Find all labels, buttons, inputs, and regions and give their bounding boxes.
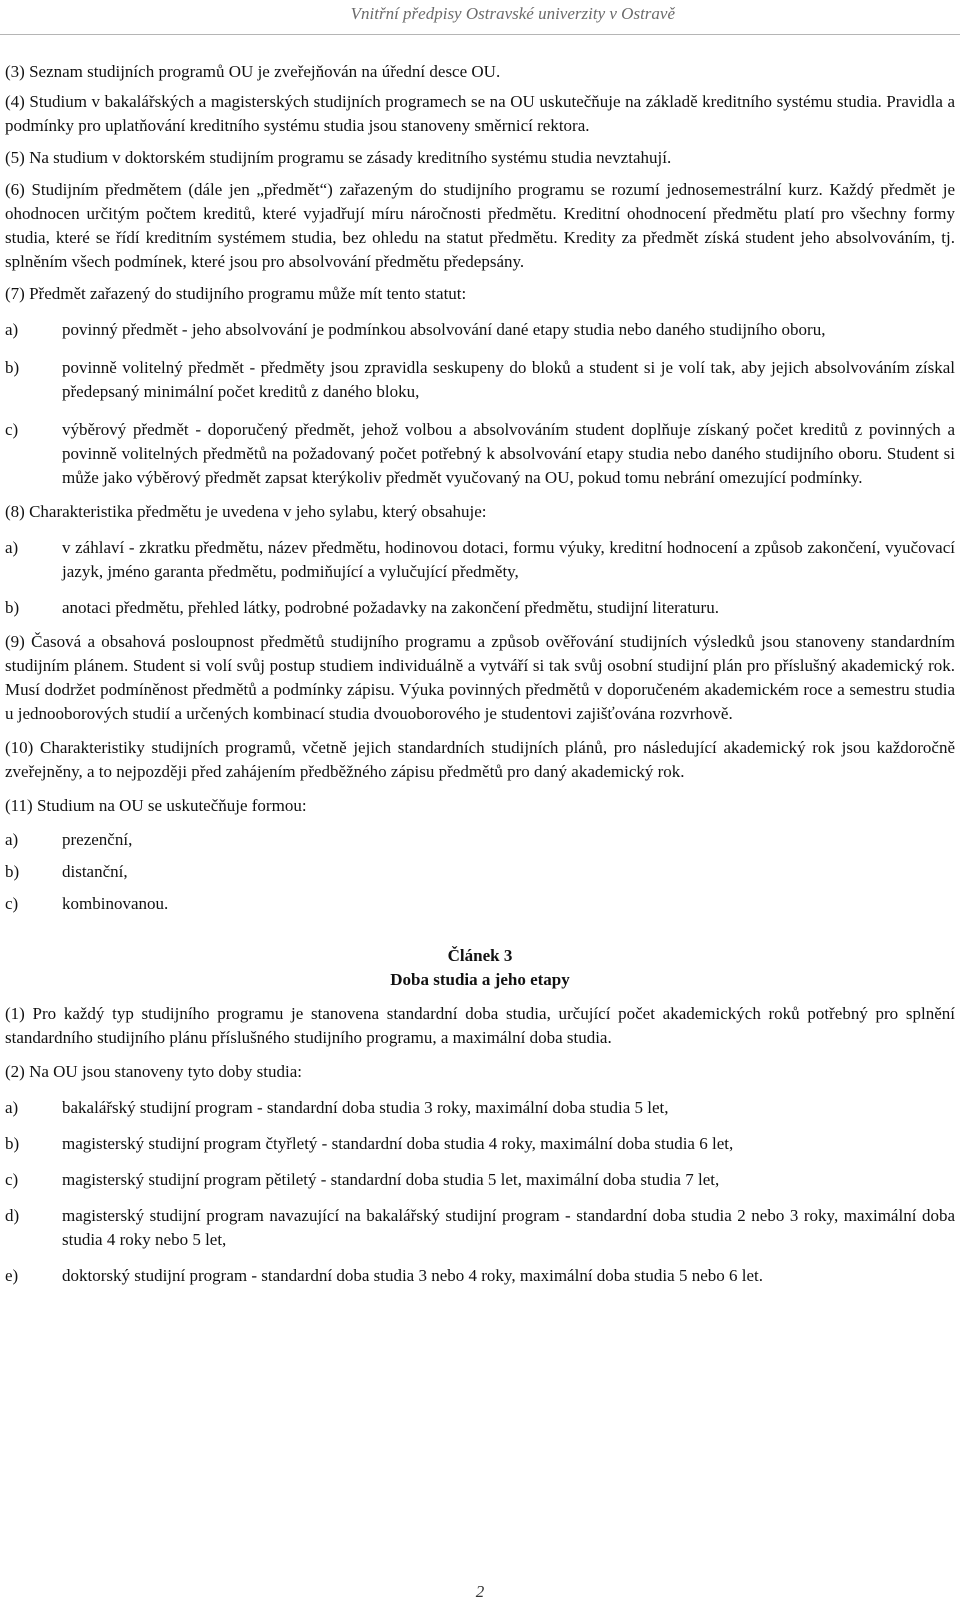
paragraph-11: (11) Studium na OU se uskutečňuje formou: <box>5 796 307 815</box>
list-item-text: výběrový předmět - doporučený předmět, jehož volbou a absolvováním student doplňuje získaný počet kreditů z povinných a povinně volitelných předmětů na požadovaný počet potřebný k absolvování etapy studia nebo daného studijního oboru. Student si může jako výběrový předmět zapsat kterýkoliv předmět vyučovaný na OU, pokud tomu nebrání omezující podmínky. <box>62 420 955 487</box>
list-item-text: povinně volitelný předmět - předměty jsou zpravidla seskupeny do bloků a student si je volí tak, aby jejich absolvováním získal předepsaný minimální počet kreditů z daného bloku, <box>62 358 955 401</box>
list-item <box>5 1096 955 1120</box>
list-item-label: b) <box>5 1134 20 1153</box>
list-item-label: a) <box>5 320 19 339</box>
list-item-text: povinný předmět - jeho absolvování je podmínkou absolvování dané etapy studia nebo daného studijního oboru, <box>62 320 826 339</box>
page-number: 2 <box>475 1582 485 1601</box>
list-item-text: magisterský studijní program navazující na bakalářský studijní program - standardní doba studia 2 nebo 3 roky, maximální doba studia 4 roky nebo 5 let, <box>62 1206 955 1249</box>
list-item-text: bakalářský studijní program - standardní doba studia 3 roky, maximální doba studia 5 let, <box>62 1098 669 1117</box>
list-item-label: c) <box>5 1170 19 1189</box>
article-title: Doba studia a jeho etapy <box>390 970 570 989</box>
list-item-label: a) <box>5 1098 19 1117</box>
list-item-label: a) <box>5 538 19 557</box>
list-item <box>5 356 955 404</box>
list-item-label: e) <box>5 1266 19 1285</box>
list-item-text: magisterský studijní program pětiletý - standardní doba studia 5 let, maximální doba studia 7 let, <box>62 1170 720 1189</box>
list-item-label: b) <box>5 862 20 881</box>
list-item-label: d) <box>5 1206 20 1225</box>
article-3-paragraph-1: (1) Pro každý typ studijního programu je stanovena standardní doba studia, určující počet akademických roků potřebný pro splnění standardního studijního plánu příslušného studijního programu, a maximální doba studia. <box>5 1004 955 1047</box>
list-item <box>5 318 955 342</box>
document-body <box>5 60 955 1288</box>
list-item <box>5 860 955 884</box>
article-number: Článek 3 <box>447 946 513 965</box>
list-item-label: a) <box>5 830 19 849</box>
list-item-text: doktorský studijní program - standardní doba studia 3 nebo 4 roky, maximální doba studia 5 nebo 6 let. <box>62 1266 763 1285</box>
paragraph-10: (10) Charakteristiky studijních programů, včetně jejich standardních studijních plánů, pro následující akademický rok jsou každoročně zveřejněny, a to nejpozději před zahájením předběžného zápisu předmětů pro daný akademický rok. <box>5 738 955 781</box>
list-item-label: b) <box>5 358 20 377</box>
list-item-text: kombinovanou. <box>62 894 169 913</box>
paragraph-6: (6) Studijním předmětem (dále jen „předmět“) zařazeným do studijního programu se rozumí jednosemestrální kurz. Každý předmět je ohodnocen určitým počtem kreditů, které vyjadřují míru náročnosti předmětu. Kreditní ohodnocení předmětu platí pro všechny formy studia, které se řídí kreditním systémem studia, bez ohledu na statut předmětu. Kredity za předmět získá student jeho absolvováním, tj. splněním všech podmínek, které jsou pro absolvování předmětu předepsány. <box>5 180 955 271</box>
list-item-label: c) <box>5 894 19 913</box>
list-item-text: magisterský studijní program čtyřletý - standardní doba studia 4 roky, maximální doba studia 6 let, <box>62 1134 734 1153</box>
list-item <box>5 892 955 916</box>
paragraph-4: (4) Studium v bakalářských a magisterských studijních programech se na OU uskutečňuje na základě kreditního systému studia. Pravidla a podmínky pro uplatňování kreditního systému studia jsou stanoveny směrnicí rektora. <box>5 92 955 135</box>
list-item-text: v záhlaví - zkratku předmětu, název předmětu, hodinovou dotaci, formu výuky, kreditní hodnocení a způsob zakončení, vyučovací jazyk, jméno garanta předmětu, podmiňující a vylučující předměty, <box>62 538 955 581</box>
list-item <box>5 536 955 584</box>
page-header <box>0 0 960 35</box>
list-item-label: c) <box>5 420 19 439</box>
list-item-label: b) <box>5 598 20 617</box>
paragraph-3: (3) Seznam studijních programů OU je zveřejňován na úřední desce OU. <box>5 62 501 81</box>
paragraph-5: (5) Na studium v doktorském studijním programu se zásady kreditního systému studia nevztahují. <box>5 148 672 167</box>
list-item <box>5 1204 955 1252</box>
list-item <box>5 418 955 490</box>
paragraph-9: (9) Časová a obsahová posloupnost předmětů studijního programu a způsob ověřování studijních výsledků jsou stanoveny standardním studijním plánem. Student si volí svůj postup studiem individuálně a vytváří si tak svůj osobní studijní plán pro příslušný akademický rok. Musí dodržet podmíněnost předmětů a podmínky zápisu. Výuka povinných předmětů v doporučeném akademickém roce a semestru studia u jednooborových studií a určených kombinací studia dvouoborového je studentovi zajišťována rozvrhově. <box>5 632 955 723</box>
list-item-text: distanční, <box>62 862 128 881</box>
list-item-text: anotaci předmětu, přehled látky, podrobné požadavky na zakončení předmětu, studijní literaturu. <box>62 598 719 617</box>
list-item-text: prezenční, <box>62 830 133 849</box>
paragraph-8: (8) Charakteristika předmětu je uvedena v jeho sylabu, který obsahuje: <box>5 502 487 521</box>
list-item <box>5 1168 955 1192</box>
paragraph-7: (7) Předmět zařazený do studijního programu může mít tento statut: <box>5 284 467 303</box>
list-item <box>5 1264 955 1288</box>
list-item <box>5 1132 955 1156</box>
article-3-paragraph-2: (2) Na OU jsou stanoveny tyto doby studia: <box>5 1062 302 1081</box>
list-item <box>5 596 955 620</box>
header-title: Vnitřní předpisy Ostravské univerzity v Ostravě <box>350 4 675 23</box>
list-item <box>5 828 955 852</box>
